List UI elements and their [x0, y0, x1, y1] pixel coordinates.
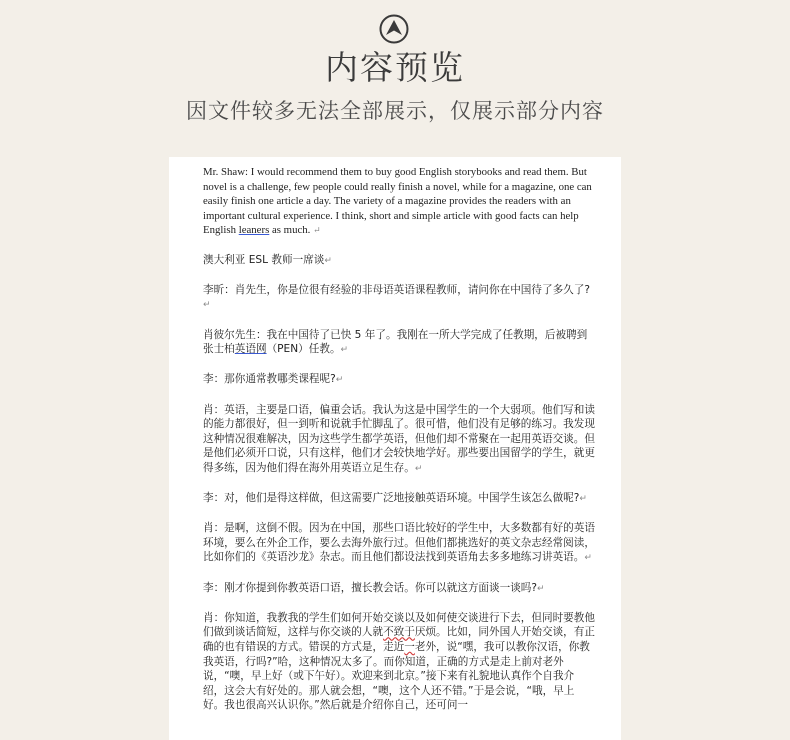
underlined-word: 一 — [404, 641, 415, 653]
paragraph: 李：对，他们是得这样做，但这需要广泛地接触英语环境。中国学生该怎么做呢?↵ — [203, 492, 587, 505]
paragraph: 李昕：肖先生，你是位很有经验的非母语英语课程教师，请问你在中国待了多久了?↵ — [203, 283, 590, 311]
underlined-word: leaners — [238, 224, 270, 237]
document-preview — [169, 157, 621, 740]
preview-header — [0, 0, 790, 150]
underlined-word: 不致于 — [383, 626, 415, 639]
document-content — [203, 165, 595, 728]
paragraph: 李：那你通常教哪类课程呢?↵ — [203, 373, 344, 386]
paragraph: 肖：你知道，我教我的学生们如何开始交谈以及如何使交谈进行下去，但同时要教他们做到谈话简短，这样与你交谈的人就不致于厌烦。比如，同外国人开始交谈，有正确的也有错误的方式。错误的方式是，走近一老外，说“嘿，我可以教你汉语，你教我英语，行吗?”哈，这种情况太多了。而你知道，正确的方式是走上前对老外说，“噢，早上好（或下午好）。欢迎来到北京。”接下来有礼貌地认真作个自我介绍，这会大有好处的。那人就会想，“噢，这个人还不错。”于是会说，“哦，早上好。我也很高兴认识你。”然后就是介绍你自己，还可问一 — [203, 611, 595, 712]
paragraph-mark: ↵ — [584, 553, 592, 564]
paragraph-mark: ↵ — [203, 300, 211, 311]
paragraph-english: Mr. Shaw: I would recommend them to buy good English storybooks and read them. But novel is a challenge, few people could really finish a novel, while for a magazine, one can easily finish one article a day. The variety of a magazine provides the readers with an important cultural experience. I think, short and simple article with good facts can help English leaners as much. ↵ — [203, 166, 592, 237]
paragraph: 肖：是啊，这倒不假。因为在中国，那些口语比较好的学生中，大多数都有好的英语环境，要么在外企工作，要么去海外旅行过。但他们都挑选好的英文杂志经常阅读，比如你们的《英语沙龙》杂志。而且他们都设法找到英语角去多多地练习讲英语。↵ — [203, 522, 595, 564]
page-subtitle: 因文件较多无法全部展示，仅展示部分内容 — [186, 99, 604, 123]
paragraph: 肖彼尔先生：我在中国待了已快 5 年了。我刚在一所大学完成了任教期，后被聘到张士柏英语网（PEN）任教。↵ — [203, 328, 588, 356]
paragraph-mark: ↵ — [340, 345, 349, 356]
paragraph: 肖：英语，主要是口语，偏重会话。我认为这是中国学生的一个大弱项。他们写和读的能力都很好，但一到听和说就手忙脚乱了。很可惜，他们没有足够的练习。我发现这种情况很难解决，因为这些学生都学英语，但他们却不常聚在一起用英语交谈。但是他们必须开口说，只有这样，他们才会较快地学好。那些要出国留学的学生，就更得多练，因为他们得在海外用英语立足生存。↵ — [203, 403, 595, 474]
paragraph-heading: 澳大利亚 ESL 教师一席谈↵ — [203, 253, 332, 266]
paragraph-mark: ↵ — [324, 255, 332, 266]
paragraph-mark: ↵ — [414, 463, 423, 474]
paragraph-mark: ↵ — [313, 225, 321, 236]
paragraph-mark: ↵ — [579, 494, 587, 505]
paragraph-mark: ↵ — [537, 583, 545, 594]
page-title: 内容预览 — [325, 48, 465, 87]
compass-arrow-icon — [379, 14, 409, 44]
paragraph-mark: ↵ — [335, 375, 344, 386]
paragraph: 李：刚才你提到你教英语口语，擅长教会话。你可以就这方面谈一谈吗?↵ — [203, 581, 545, 594]
underlined-word: 英语网 — [234, 343, 267, 356]
